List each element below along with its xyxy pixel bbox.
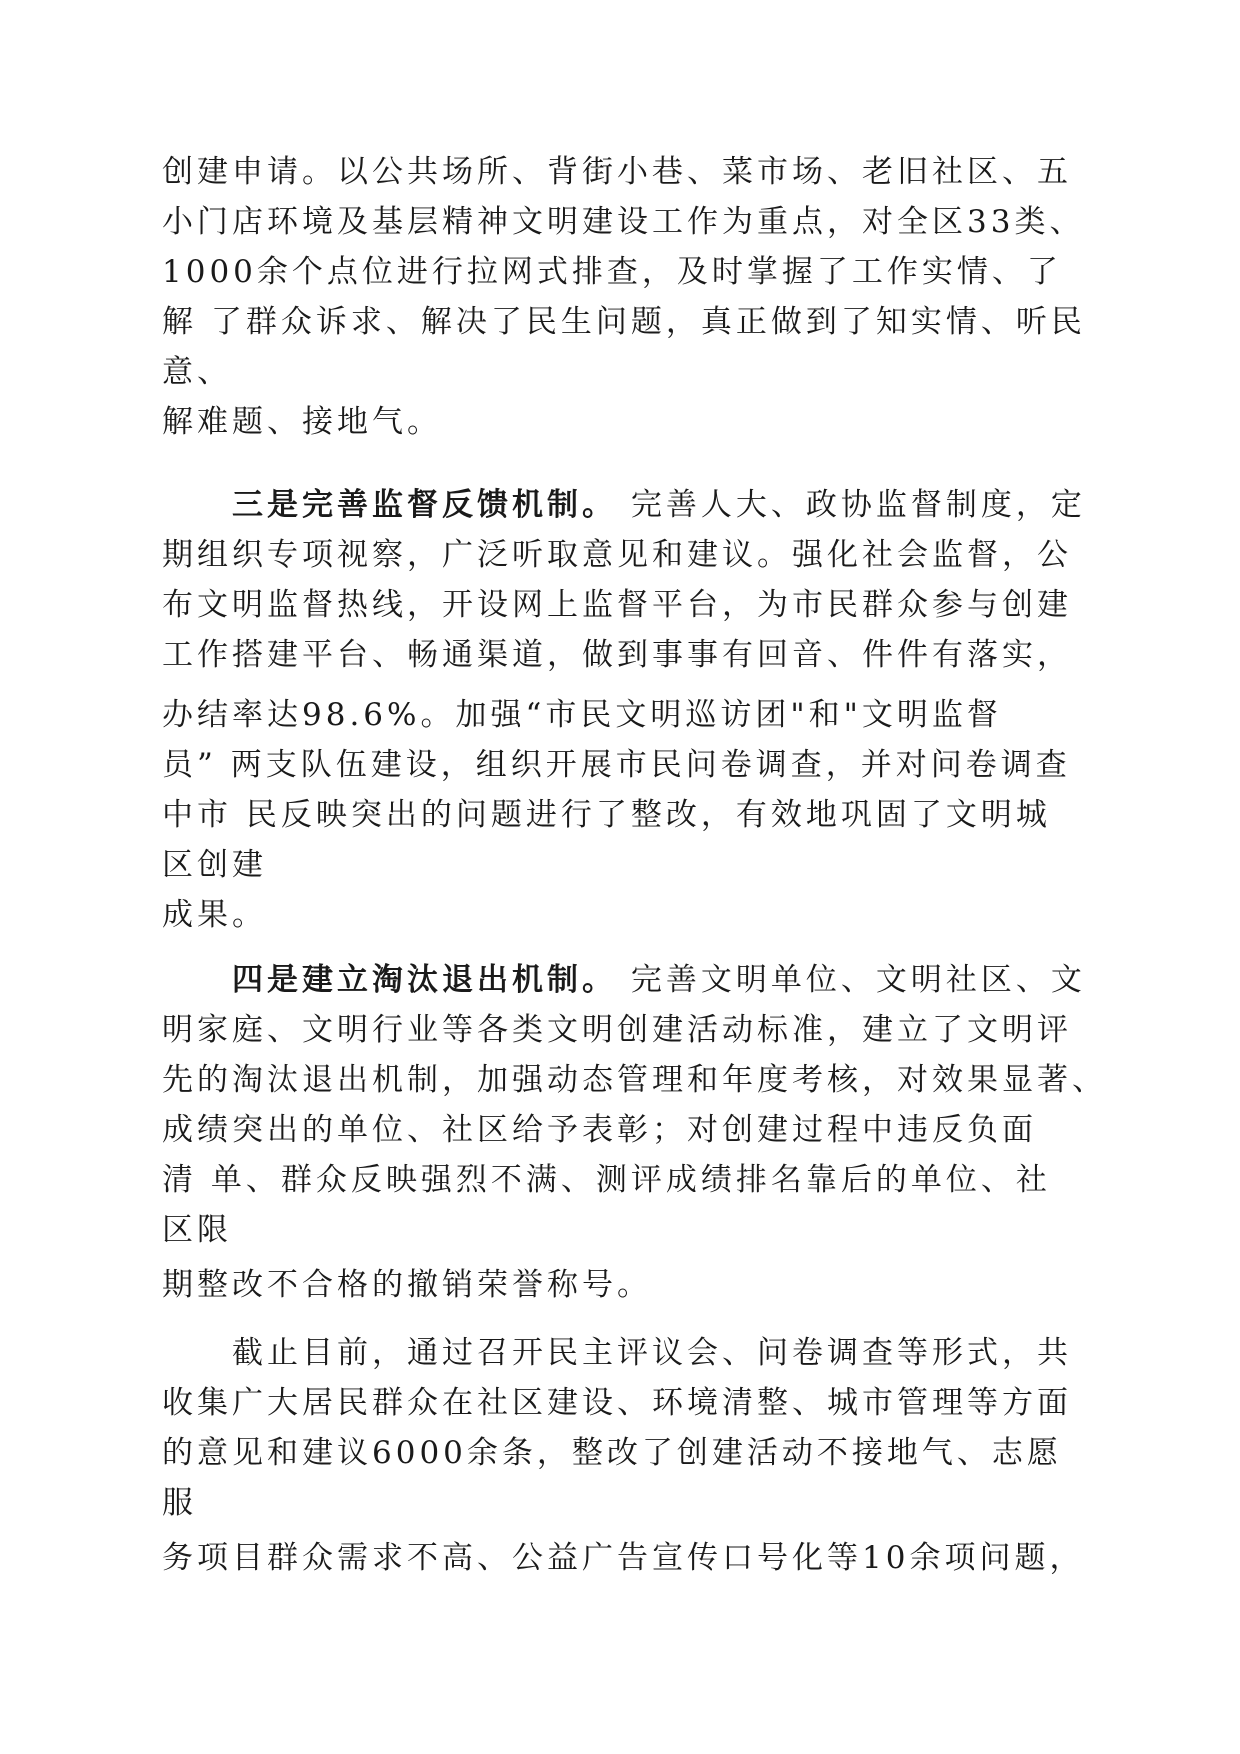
paragraph-2-line-8: 区创建 xyxy=(162,847,267,883)
paragraph-3-line-7: 期整改不合格的撤销荣誉称号。 xyxy=(162,1267,652,1303)
paragraph-3-line-4: 成绩突出的单位、社区给予表彰；对创建过程中违反负面 xyxy=(162,1112,1037,1148)
paragraph-3-line-2: 明家庭、文明行业等各类文明创建活动标准，建立了文明评 xyxy=(162,1012,1072,1048)
paragraph-2-line-5: 办结率达98.6%。加强“市民文明巡访团"和"文明监督 xyxy=(162,697,1002,733)
paragraph-3-line-6: 区限 xyxy=(162,1212,232,1248)
paragraph-1-line-3: 1000余个点位进行拉网式排查，及时掌握了工作实情、了 xyxy=(162,254,1062,290)
paragraph-4-line-5: 务项目群众需求不高、公益广告宣传口号化等10余项问题， xyxy=(162,1540,1085,1576)
paragraph-2-line-4: 工作搭建平台、畅通渠道，做到事事有回音、件件有落实， xyxy=(162,637,1072,673)
paragraph-2-first-line-text: 完善人大、政协监督制度，定 xyxy=(617,487,1086,523)
paragraph-3-first-line-text: 完善文明单位、文明社区、文 xyxy=(617,962,1086,998)
paragraph-1-line-6: 解难题、接地气。 xyxy=(162,404,442,440)
paragraph-3-line-3: 先的淘汰退出机制，加强动态管理和年度考核，对效果显著、 xyxy=(162,1062,1107,1098)
paragraph-3-first-line xyxy=(232,960,1086,1000)
paragraph-1-line-2: 小门店环境及基层精神文明建设工作为重点，对全区33类、 xyxy=(162,204,1085,240)
paragraph-2-line-9: 成果。 xyxy=(162,897,267,933)
paragraph-2-line-6: 员” 两支队伍建设，组织开展市民问卷调查，并对问卷调查 xyxy=(162,747,1071,783)
paragraph-4-line-2: 收集广大居民群众在社区建设、环境清整、城市管理等方面 xyxy=(162,1385,1072,1421)
paragraph-1-line-5: 意、 xyxy=(162,354,232,390)
paragraph-2-line-2: 期组织专项视察，广泛听取意见和建议。强化社会监督，公 xyxy=(162,537,1072,573)
paragraph-2-line-7: 中市 民反映突出的问题进行了整改，有效地巩固了文明城 xyxy=(162,797,1051,833)
paragraph-3-line-5: 清 单、群众反映强烈不满、测评成绩排名靠后的单位、社 xyxy=(162,1162,1051,1198)
paragraph-2-line-3: 布文明监督热线，开设网上监督平台，为市民群众参与创建 xyxy=(162,587,1072,623)
paragraph-4-line-4: 服 xyxy=(162,1485,197,1521)
paragraph-2-heading: 三是完善监督反馈机制。 xyxy=(232,487,617,523)
paragraph-4-line-3: 的意见和建议6000余条，整改了创建活动不接地气、志愿 xyxy=(162,1435,1062,1471)
paragraph-3-heading: 四是建立淘汰退出机制。 xyxy=(232,962,617,998)
paragraph-1-line-1: 创建申请。以公共场所、背街小巷、菜市场、老旧社区、五 xyxy=(162,154,1072,190)
paragraph-1-line-4: 解 了群众诉求、解决了民生问题，真正做到了知实情、听民 xyxy=(162,304,1086,340)
paragraph-2-first-line xyxy=(232,485,1086,525)
paragraph-4-first-line: 截止目前，通过召开民主评议会、问卷调查等形式，共 xyxy=(232,1335,1072,1371)
